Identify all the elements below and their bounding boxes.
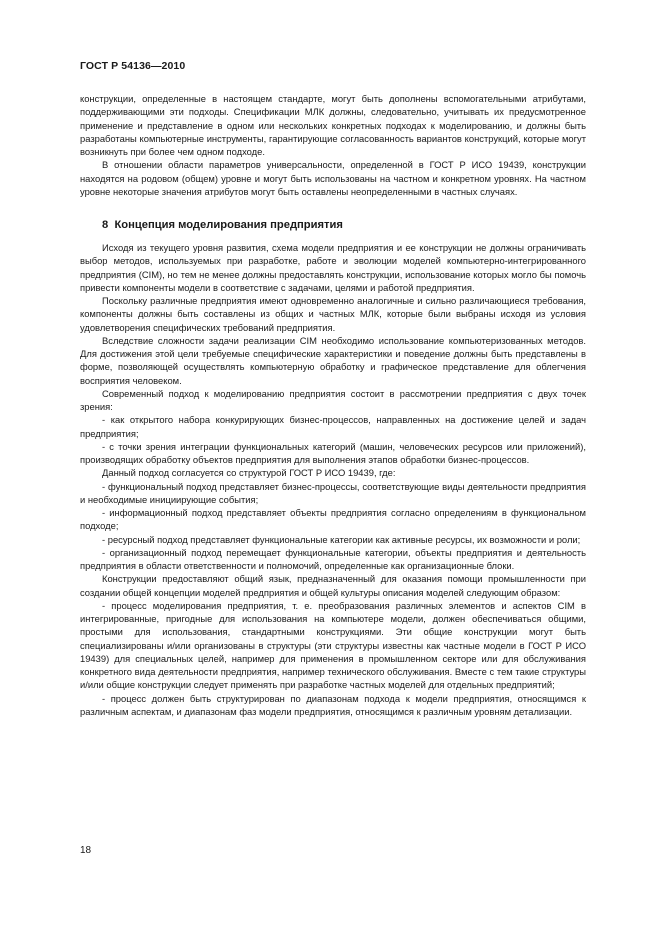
paragraph: В отношении области параметров универсальности, определенной в ГОСТ Р ИСО 19439, конструкции находятся на родовом (общем) уровне и могут быть использованы на частном и конкретном уровнях. На частном уровне некоторые значения атрибутов могут быть оставлены неопределенными в частных случаях.: [80, 159, 586, 197]
document-body: [80, 92, 586, 718]
list-item: - информационный подход представляет объекты предприятия согласно определениям в функциональном подходе;: [80, 507, 586, 532]
list-item: - как открытого набора конкурирующих бизнес-процессов, направленных на достижение целей и задач предприятия;: [80, 414, 586, 439]
paragraph: конструкции, определенные в настоящем стандарте, могут быть дополнены вспомогательными атрибутами, поддерживающими эти подходы. Спецификации МЛК должны, следовательно, учитывать их предусмотренное применение и представление в одном или нескольких конкретных подходах к моделированию, и должны быть разработаны компьютерные инструменты, гарантирующие согласованность вариантов конструкций, которые могут возникнуть при более чем одном подходе.: [80, 93, 586, 157]
list-item: - функциональный подход представляет бизнес-процессы, соответствующие виды деятельности предприятия и необходимые инициирующие события;: [80, 480, 586, 505]
section-number: 8: [102, 219, 109, 231]
list-item: - ресурсный подход представляет функциональные категории как активные ресурсы, их возможности и роли;: [102, 533, 581, 545]
paragraph: Поскольку различные предприятия имеют одновременно аналогичные и сильно различающиеся требования, компоненты должны быть составлены из общих и частных МЛК, которые были выбраны исходя из условия удовлетворения специфических требований предприятия.: [80, 295, 586, 333]
section-heading: [80, 218, 586, 232]
list-item: - с точки зрения интеграции функциональных категорий (машин, человеческих ресурсов или приложений), производящих обработку объектов предприятия для выполнения этапов обработки бизнес-процессов.: [80, 440, 586, 465]
spacer: [80, 209, 586, 218]
section-title: Концепция моделирования предприятия: [114, 219, 343, 231]
page-number: 18: [80, 845, 92, 856]
document-code-header: ГОСТ Р 54136—2010: [80, 60, 186, 72]
list-item: - процесс должен быть структурирован по диапазонам подхода к модели предприятия, относящимся к различным аспектам, и диапазонам фаз модели предприятия, относящимся к различным уровням детализации.: [80, 692, 586, 717]
paragraph: Конструкции предоставляют общий язык, предназначенный для оказания помощи промышленности при создании общей концепции моделей предприятия и общей культуры описания моделей следующим образом:: [80, 573, 586, 598]
paragraph: Данный подход согласуется со структурой ГОСТ Р ИСО 19439, где:: [102, 467, 396, 479]
spacer: [80, 198, 586, 209]
spacer: [80, 232, 586, 241]
paragraph: Современный подход к моделированию предприятия состоит в рассмотрении предприятия с двух точек зрения:: [80, 387, 586, 412]
paragraph: Исходя из текущего уровня развития, схема модели предприятия и ее конструкции не должны ограничивать выбор методов, используемых при разработке, работе и эволюции моделей компьютерно-интегрированного предприятия (CIM), но тем не менее должны предоставлять конструкции, использование которых могло бы помочь привести компоненты модели в соответствие с задачами, целями и работой предприятия.: [80, 242, 586, 293]
list-item: - процесс моделирования предприятия, т. е. преобразования различных элементов и аспектов CIM в интегрированные, пригодные для использования на компьютере модели, должен обеспечиваться общими, простыми для использования, стандартными конструкциями. Эти общие конструкции могут быть специализированы и/или организованы в структуры (эти структуры известны как частные модели в ГОСТ Р ИСО 19439) для специальных целей, например для применения в промышленном секторе или для обслуживания конкретного вида деятельности предприятия, например технического обслуживания. Вместе с тем такие структуры и/или общие конструкции следует применять при разработке частных моделей для отдельных предприятий;: [80, 599, 586, 691]
list-item: - организационный подход перемещает функциональные категории, объекты предприятия и деятельность предприятия в области ответственности и полномочий, определенные как организационные блоки.: [80, 546, 586, 571]
paragraph: Вследствие сложности задачи реализации CIM необходимо использование компьютеризованных методов. Для достижения этой цели требуемые специфические характеристики и поведение должны быть представлены в форме, позволяющей осуществлять компьютерную обработку и графическое представление для облегчения восприятия человеком.: [80, 334, 586, 386]
